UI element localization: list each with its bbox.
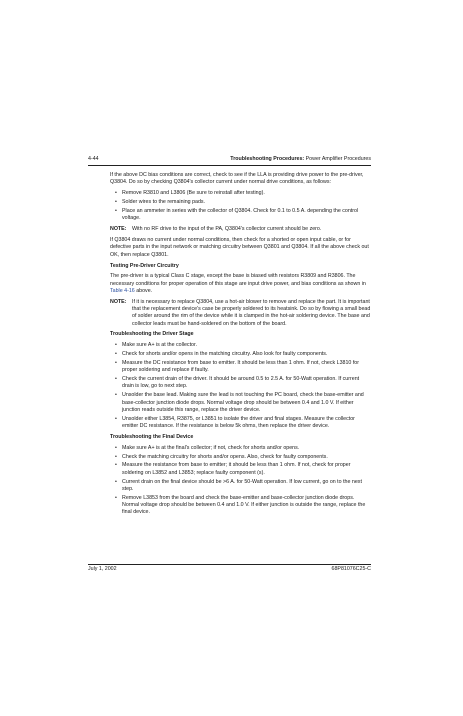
list-item: • Check the matching circuitry for shorts and/or opens. Also, check for faulty components. [122,454,371,461]
note-text: With no RF drive to the input of the PA, Q3804's collector current should be zero. [132,226,322,233]
section-heading: Testing Pre-Driver Circuitry [110,262,179,269]
header-rule [88,165,371,166]
list-item: • Unsolder either L3854, R3875, or L3851 to isolate the driver and final stages. Measure the collector emitter DC resistance. If the resistance is below 5k ohms, then replace the driver device. [122,416,371,431]
page-number: 4-44 [88,156,99,162]
list-item: • Check the current drain of the driver. It should be around 0.5 to 2.5 A. for 50-Watt operation. If current drain is low, go to next step. [122,376,371,391]
list-item: • Measure the DC resistance from base to emitter. It should be less than 1 ohm. If not, check L3810 for proper soldering and replace if faulty. [122,360,371,375]
note-label: NOTE: [110,298,127,305]
list-item: • Remove L3853 from the board and check the base-emitter and base-collector junction diode drops. Normal voltage drop should be between 0.4 and 1.0 V. If either junction is outside the range, replace the final device. [122,495,371,517]
intro-paragraph: If the above DC bias conditions are correct, check to see if the LLA is providing drive power to the pre-driver, Q3804. Do so by checking Q3804's collector current under normal drive conditions, as follows: [110,172,364,186]
section-heading: Troubleshooting the Final Device [110,434,194,440]
list-item: • Make sure A+ is at the collector. [122,342,371,349]
final-bullet-list [110,445,371,517]
page-content [110,172,371,520]
list-item: • Solder wires to the remaining pads. [122,199,371,206]
driver-bullet-list [110,342,371,430]
header-title [230,156,371,163]
pre-driver-text-end: above. [134,287,153,294]
footer-date: July 1, 2002 [88,566,117,572]
list-item: • Make sure A+ is at the final's collector; if not, check for shorts and/or opens. [122,445,371,452]
list-item: • Unsolder the base lead. Making sure the lead is not touching the PC board, check the base-emitter and base-collector junction diode drops. Normal voltage drop should be between 0.4 and 1.0 V. If either junction reads outside this range, replace the driver device. [122,392,371,414]
note-text: If it is necessary to replace Q3804, use a hot-air blower to remove and replace the part. It is important that the replacement device's case be properly soldered to its heatsink. Do so by flowing a small bead of solder around the rim of the device while it is clamped in the hot-air soldering device. The base and collector leads must be hand-soldered on the bottom of the board. [132,298,371,327]
intro-paragraph-2: If Q3804 draws no current under normal conditions, then check for a shorted or open input cable, or for defective parts in the input network or matching circuitry between Q3801 and Q3804. If all the above check out OK, then replace Q3801. [110,237,369,258]
footer-rule [88,564,371,565]
note-block [110,299,371,328]
note-label: NOTE: [110,226,127,233]
list-item: • Place an ammeter in series with the collector of Q3804. Check for 0.1 to 0.5 A. depending the control voltage. [122,208,371,223]
section-heading: Troubleshooting the Driver Stage [110,331,194,338]
list-item: • Remove R3810 and L3806 (Be sure to reinstall after testing). [122,190,371,197]
header-title-bold: Troubleshooting Procedures: [230,156,305,162]
note-block [110,226,371,233]
pre-driver-text: The pre-driver is a typical Class C stage, except the base is biased with resistors R3809 and R3806. The necessary conditions for proper operation of this stage are input drive power, and bias conditions as shown in [110,273,366,287]
footer-doc-number: 68P81076C25-C [331,566,371,572]
list-item: • Measure the resistance from base to emitter; it should be less than 1 ohm. If not, check for proper soldering on L3852 and L3853; replace faulty component (s). [122,462,371,477]
intro-bullet-list [110,190,371,222]
pre-driver-paragraph [110,273,371,295]
header-title-rest: Power Amplifier Procedures [304,156,371,162]
list-item: • Check for shorts and/or opens in the matching circuitry. Also look for faulty components. [122,351,371,358]
list-item: • Current drain on the final device should be >6 A. for 50-Watt operation. If low current, go on to the next step. [122,479,371,494]
table-link[interactable]: Table 4-16 [110,287,135,294]
